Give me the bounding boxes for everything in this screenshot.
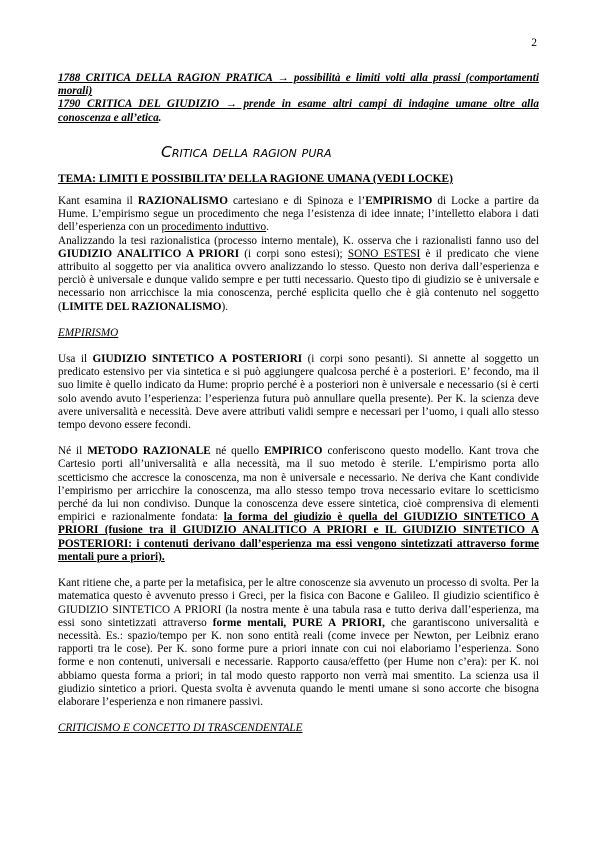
- p4-bold-underline: la forma del giudizio è quella del GIUDIZIO SINTETICO A PRIORI (fusione tra il GIUDIZIO ANALITICO A PRIORI e IL GIUDIZIO SINTETICO A POSTERIORI: i contenuti derivano dall’esperienza ma essi vengono sintetizzati attraverso forme mentali pure a priori).: [58, 511, 539, 563]
- p1-bold-1: RAZIONALISMO: [137, 195, 228, 208]
- p5-text: Kant ritiene che, a parte per la metafisica, per le altre conoscenze sia avvenuto un processo di svolta. Per la matematica questo è avvenuto presso i Greci, per la fisica con Bacone e Galileo. Il giudizio scientifico è GIUDIZIO SINTETICO A PRIORI (la nostra mente è una tabula rasa e tutto deriva dall’esperienza, ma essi sono sintetizzati attraverso: [58, 577, 539, 629]
- paragraph-svolta: [58, 577, 539, 709]
- empirismo-heading: EMPIRISMO: [58, 326, 119, 339]
- p3-bold: GIUDIZIO SINTETICO A POSTERIORI: [92, 353, 303, 366]
- tema-heading: TEMA: LIMITI E POSSIBILITA’ DELLA RAGIONE UMANA (VEDI LOCKE): [58, 172, 453, 185]
- header-2-text-a: 1790 CRITICA DEL GIUDIZIO: [58, 98, 226, 111]
- p2-text: Analizzando la tesi razionalistica (processo interno mentale), K. osserva che i razionalisti fanno uso del: [58, 234, 539, 247]
- header-1-text-a: 1788 CRITICA DELLA RAGION PRATICA: [58, 72, 278, 84]
- page-number: 2: [531, 37, 537, 49]
- section-title: Critica della ragion pura: [161, 142, 332, 161]
- p3-text: (i corpi sono pesanti). Si annette al soggetto un predicato estensivo per via sintetica e si può aggiungere qualcosa perché è a posteriori. E’ fecondo, ma il suo limite è quello indicato da Hume: proprio perché è a posteriori non è universale e necessario (si è certi solo avendo avuto l’esperienza: l’esperienza futura può annullare quella presente). Per K. la scienza deve avere universalità e necessità. Deve avere attributi validi sempre e necessari per l’uomo, i quali allo stesso tempo devono essere fecondi.: [58, 353, 539, 432]
- p2-text: è il predicato che viene attribuito al soggetto per via analitica ovvero analizzando lo stesso. Questo non deriva dall’esperienza e perciò è universale e dunque valido sempre e per tutti necessario. Questo tipo di giudizio se è universale e necessario non arricchisce la mia conoscenza, perché esplicita quello che è già contenuto nel soggetto (: [58, 247, 539, 313]
- p1-text: .: [266, 221, 269, 234]
- p1-text: Kant esamina il: [58, 195, 138, 208]
- p1-bold-2: EMPIRISMO: [365, 195, 433, 208]
- page-body: [58, 72, 539, 735]
- header-2-text-b: prende in esame altri campi di indagine umane oltre alla conoscenza e all’etica: [58, 98, 539, 124]
- p1-text: di Locke a partire da Hume. L’empirismo segue un procedimento che nega l’esistenza di idee innate; l’intelletto elabora i dati dell’esperienza con un: [58, 195, 539, 234]
- p4-text: conferiscono questo modello. Kant trova che Cartesio porti all’universalità e alla necessità, ma il suo metodo è sterile. L’empirismo porta allo scetticismo che accresce la conoscenza, ma non è universale e necessario. Ne deriva che Kant condivide l’empirismo per arricchire la conoscenza, ma allo stesso tempo trova necessario evitare lo scetticismo perché da lui non condiviso. Dunque la conoscenza deve essere sintetica, cioè comprensiva di elementi empirici e razionalmente fondata:: [58, 445, 539, 524]
- arrow-icon: →: [225, 98, 237, 111]
- paragraph-razionalismo: [58, 195, 539, 235]
- p2-underline: SONO ESTESI: [347, 247, 421, 260]
- paragraph-sintetico-posteriori: [58, 353, 539, 432]
- header-2-period: .: [158, 111, 162, 124]
- p4-bold-2: EMPIRICO: [264, 445, 323, 458]
- p2-text: ).: [221, 300, 229, 313]
- p4-bold-1: METODO RAZIONALE: [87, 445, 211, 458]
- header-line-1: [58, 72, 539, 98]
- paragraph-metodo: [58, 445, 539, 564]
- arrow-icon: →: [277, 72, 289, 84]
- header-line-2: [58, 98, 539, 124]
- header-1-text-b: possibilità e limiti volti alla prassi (comportamenti morali): [58, 72, 539, 98]
- criticismo-heading: CRITICISMO E CONCETTO DI TRASCENDENTALE: [58, 722, 303, 735]
- p5-bold: forme mentali, PURE A PRIORI,: [212, 616, 385, 629]
- p2-bold-1: GIUDIZIO ANALITICO A PRIORI: [58, 247, 240, 260]
- p5-text: che garantiscono universalità e necessità. Es.: spazio/tempo per K. non sono entità reali (come invece per Newton, per Leibniz erano rapporti tra le cose). Per K. sono forme pure a priori innate con cui noi elaboriamo l’esperienza. Sono forme e non contenuti, universali e necessarie. Rapporto causa/effetto (per Hume non c’era): per K. noi abbiamo questa forma a priori; in tal modo questo rapporto non verrà mai smentito. La scienza usa il giudizio sintetico a priori. Questa svolta è avvenuta quando le menti umane si sono accorte che bisogna elaborare l’esperienza e non rimanere passivi.: [58, 616, 540, 708]
- p3-text: Usa il: [58, 353, 93, 366]
- paragraph-analitico: [58, 235, 539, 314]
- p4-text: né quello: [210, 445, 265, 458]
- p1-text: cartesiano e di Spinoza e l’: [227, 195, 366, 208]
- p4-text: Né il: [58, 445, 88, 458]
- p2-bold-2: LIMITE DEL RAZIONALISMO: [61, 300, 222, 313]
- p2-text: (i corpi sono estesi);: [239, 247, 348, 260]
- p1-underline: procedimento induttivo: [161, 221, 267, 234]
